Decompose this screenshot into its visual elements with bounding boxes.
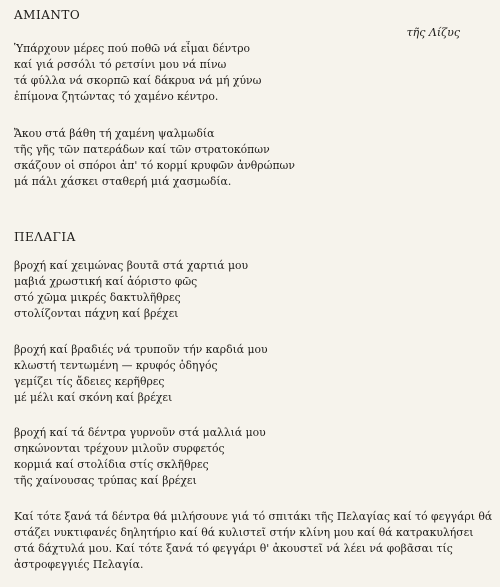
verse-line: βροχή καί βραδιές νά τρυποῦν τήν καρδιά μου bbox=[14, 343, 268, 356]
verse-line: μέ μέλι καί σκόνη καί βρέχει bbox=[14, 391, 173, 404]
poem-title-pelagia: ΠΕΛΑΓΙΑ bbox=[14, 230, 76, 244]
verse-line: κορμιά καί στολίδια στίς σκλῆθρες bbox=[14, 458, 209, 471]
verse-line: κλωστή τεντωμένη — κρυφός ὁδηγός bbox=[14, 359, 218, 372]
poem-title-amianto: ΑΜΙΑΝΤΟ bbox=[14, 8, 81, 22]
poem1-stanza-1 bbox=[14, 41, 484, 105]
verse-line: καί γιά ρσσόλι τό ρετσίνι μου νά πίνω bbox=[14, 58, 227, 71]
verse-line: ἐπίμονα ζητώντας τό χαμένο κέντρο. bbox=[14, 90, 219, 103]
poem-dedication: τῆς Λίζυς bbox=[406, 26, 460, 39]
verse-line: τῆς γῆς τῶν πατεράδων καί τῶν στρατοκόπων bbox=[14, 143, 270, 156]
poem2-stanza-3 bbox=[14, 425, 484, 489]
verse-line: τῆς χαίνουσας τρύπας καί βρέχει bbox=[14, 474, 197, 487]
verse-line: βροχή καί τά δέντρα γυρνοῦν στά μαλλιά μου bbox=[14, 426, 266, 439]
verse-line: Ὑπάρχουν μέρες πού ποθῶ νά εἶμαι δέντρο bbox=[14, 42, 251, 55]
verse-line: τά φύλλα νά σκορπῶ καί δάκρυα νά μή χύνω bbox=[14, 74, 262, 87]
verse-line: Ἄκου στά βάθη τή χαμένη ψαλμωδία bbox=[14, 127, 215, 140]
verse-line: μαβιά χρωστική καί ἀόριστο φῶς bbox=[14, 275, 198, 288]
verse-line: σκάζουν οἱ σπόροι ἀπ' τό κορμί κρυφῶν ἀνθρώπων bbox=[14, 159, 295, 172]
verse-line: σηκώνονται τρέχουν μιλοῦν συρφετός bbox=[14, 442, 225, 455]
verse-line: στό χῶμα μικρές δακτυλῆθρες bbox=[14, 291, 181, 304]
verse-line: στολίζονται πάχνη καί βρέχει bbox=[14, 307, 179, 320]
prose-paragraph: Καί τότε ξανά τά δέντρα θά μιλήσουνε γιά τό σπιτάκι τῆς Πελαγίας καί τό φεγγάρι θά στάζει νυκτιφανές δηλητήριο καί θά κυλιστεῖ στήν κλίνη μου καί θά κατρακυλήσει στά δάχτυλά μου. Καί τότε ξανά τό φεγγάρι θ' ἀκουστεῖ νά λέει νά φοβᾶσαι τίς ἀστροφεγγιές Πελαγία. bbox=[14, 510, 493, 571]
verse-line: μά πάλι χάσκει σταθερή μιά χασμωδία. bbox=[14, 175, 232, 188]
poem1-stanza-2 bbox=[14, 126, 484, 190]
poem2-stanza-1 bbox=[14, 258, 484, 322]
verse-line: βροχή καί χειμώνας βουτᾶ στά χαρτιά μου bbox=[14, 259, 249, 272]
verse-line: γεμίζει τίς ἄδειες κερῆθρες bbox=[14, 375, 165, 388]
poem2-stanza-2 bbox=[14, 342, 484, 406]
